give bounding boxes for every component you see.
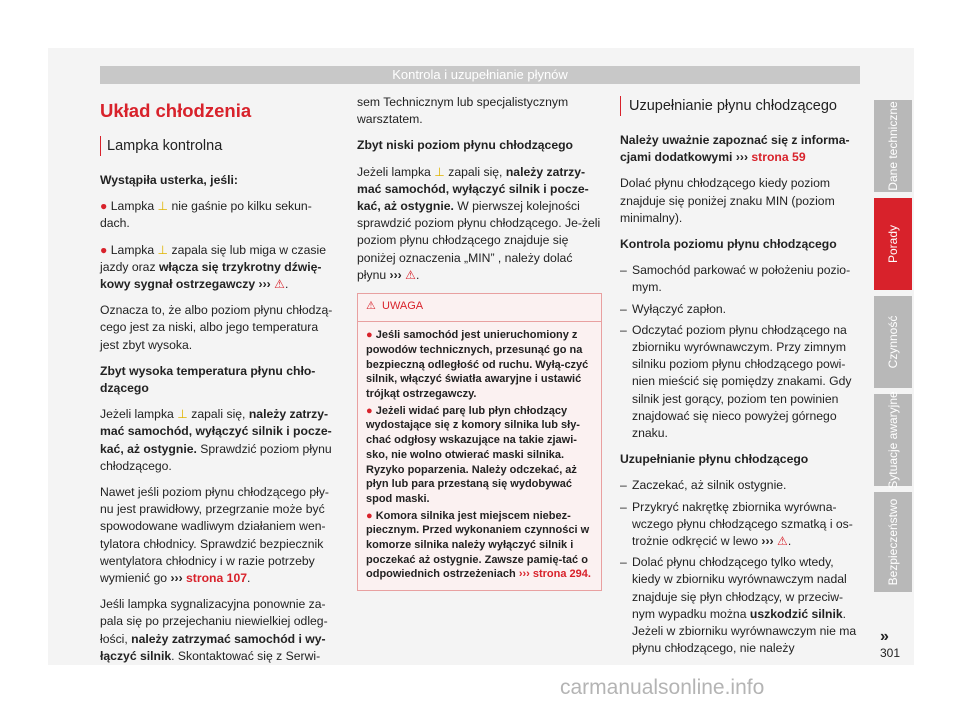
chapter-tabs — [874, 100, 912, 598]
refill-title: Uzupełnianie płynu chłodzącego — [620, 96, 860, 116]
bullet-1: ● Lampka ⊥ nie gaśnie po kilku sekun-dach. — [100, 199, 312, 231]
coolant-lamp-icon: ⊥ — [157, 199, 169, 214]
fault-intro: Wystąpiła usterka, jeśli: — [100, 173, 238, 187]
list-item: – Samochód parkować w położeniu pozio-mym. — [620, 263, 851, 295]
warning-triangle-icon: ⚠ — [405, 267, 417, 282]
bullet-dot: ● — [366, 329, 373, 342]
section-subtitle: Lampka kontrolna — [100, 136, 340, 156]
column-left — [100, 94, 340, 674]
ref-arrows: ››› — [389, 267, 402, 282]
tab-czynnosc[interactable]: Czynność — [874, 296, 912, 388]
warning-box — [357, 293, 602, 591]
page-ref-link[interactable]: strona 59 — [751, 150, 806, 165]
bullet-dot: ● — [100, 199, 108, 214]
relight-paragraph: Jeśli lampka sygnalizacyjna ponownie za-pala się po przejechaniu niewielkiej odleg-łości, należy zatrzymać samochód i wy-łączyć silnik. Skontaktować się z Serwi- — [100, 597, 328, 663]
ref-arrows: ››› — [170, 571, 183, 586]
list-item: – Odczytać poziom płynu chłodzącego na zbiorniku wyrównawczym. Przy zimnym silniku poziom płynu chłodzącego powi-nien mieścić się pomiędzy znakami. Gdy silnik jest gorący, poziom ten powinien znajdować się nieco powyżej górnego znaku. — [620, 322, 852, 441]
watermark: carmanualsonline.info — [560, 676, 765, 699]
warning-body: ● Jeśli samochód jest unieruchomiony z powodów technicznych, przesunąć go na bezpieczną odległość od ruchu. Wyłą-czyć silnik, włączyć światła awaryjne i ustawić trójkąt ostrzegawczy. ● Jeżeli widać parę lub płyn chłodzący wydostające się z komory silnika lub sły-chać odgłosy wskazujące na takie zjawi-sko, nie wolno otwierać maski silnika. Ryzyko poparzenia. Należy odczekać, aż płyn lub para przestaną się wydobywać spod maski. ● Komora silnika jest miejscem niebez-piecznym. Przed wykonaniem czynności w komorze silnika należy wyłączyć silnik i poczekać aż ostygnie. Zawsze pamię-tać o odpowiednich ostrzeżeniach ››› strona 294. — [366, 329, 591, 581]
coolant-lamp-icon: ⊥ — [157, 242, 169, 257]
page-ref-link[interactable]: strona 107 — [186, 571, 247, 586]
list-item: – Zaczekać, aż silnik ostygnie. — [620, 478, 787, 493]
low-level-heading: Zbyt niski poziom płynu chłodzącego — [357, 138, 574, 153]
refill-paragraph: Dolać płynu chłodzącego kiedy poziom znajduje się poniżej znaku MIN (poziom minimalny). — [620, 176, 835, 225]
bullet-dot: ● — [100, 242, 108, 257]
page-ref-link[interactable]: strona 294. — [532, 568, 591, 581]
page-number: 301 — [880, 646, 901, 660]
page-header: Kontrola i uzupełnianie płynów — [100, 66, 860, 84]
ref-arrows: ››› — [735, 150, 749, 165]
column-right — [620, 94, 860, 661]
list-item: – Dolać płynu chłodzącego tylko wtedy, kiedy w zbiorniku wyrównawczym nadal znajduje się płyn chłodzący, w przeciw-nym wypadku można uszkodzić silnik. Jeżeli w zbiorniku wyrównawczym nie ma płynu chłodzącego, nie należy — [620, 555, 857, 656]
coolant-lamp-icon: ⊥ — [177, 407, 188, 422]
bullet-2: ● Lampka ⊥ zapala się lub miga w czasie jazdy oraz włącza się trzykrotny dźwię-kowy sygnał ostrzegawczy ››› ⚠. — [100, 242, 326, 292]
paragraph-meaning: Oznacza to, że albo poziom płynu chłodzą-cego jest za niski, albo jego temperatura jest zbyt wysoka. — [100, 303, 333, 352]
ref-arrows: ››› — [258, 277, 271, 292]
high-temp-paragraph: Jeżeli lampka ⊥ zapali się, należy zatrzy-mać samochód, wyłączyć silnik i pocze-kać, aż ostygnie. Sprawdzić poziom płynu chłodzącego. — [100, 407, 332, 473]
fill-heading: Uzupełnianie płynu chłodzącego — [620, 452, 809, 467]
bullet-dot: ● — [366, 404, 373, 417]
warning-triangle-icon: ⚠ — [366, 300, 376, 313]
bullet-dot: ● — [366, 509, 373, 522]
warning-triangle-icon: ⚠ — [776, 534, 788, 549]
ref-arrows: ››› — [518, 568, 530, 581]
column-middle — [357, 94, 602, 591]
continued-text: sem Technicznym lub specjalistycznym warsztatem. — [357, 95, 569, 127]
tab-bezpieczenstwo[interactable]: Bezpieczeństwo — [874, 492, 912, 592]
continue-mark: » — [880, 628, 889, 645]
warning-header — [358, 294, 601, 322]
tab-porady[interactable]: Porady — [874, 198, 912, 290]
section-title: Układ chłodzenia — [100, 100, 252, 121]
high-temp-heading: Zbyt wysoka temperatura płynu chło-dzącego — [100, 363, 316, 396]
refill-intro: Należy uważnie zapoznać się z informa-cjami dodatkowymi ››› strona 59 — [620, 133, 850, 165]
ref-arrows: ››› — [761, 534, 774, 549]
warning-triangle-icon: ⚠ — [274, 277, 286, 292]
warning-title: UWAGA — [382, 300, 424, 313]
coolant-lamp-icon: ⊥ — [434, 164, 445, 179]
tab-sytuacje-awaryjne[interactable]: Sytuacje awaryjne — [874, 394, 912, 486]
list-item: – Wyłączyć zapłon. — [620, 301, 727, 316]
check-heading: Kontrola poziomu płynu chłodzącego — [620, 237, 837, 252]
tab-dane-techniczne[interactable]: Dane techniczne — [874, 100, 912, 192]
low-level-paragraph: Jeżeli lampka ⊥ zapali się, należy zatrzy-mać samochód, wyłączyć silnik i pocze-kać, aż ostygnie. W pierwszej kolejności sprawdzić poziom płynu chłodzącego. Je-żeli poziom płynu chłodzącego znajduje się poniżej oznaczenia „MIN” , należy dolać płynu ››› ⚠. — [357, 164, 601, 282]
fan-paragraph: Nawet jeśli poziom płynu chłodzącego pły-nu jest prawidłowy, przegrzanie może być spowodowane wadliwym działaniem wen-tylatora chłodnicy. Sprawdzić bezpiecznik wentylatora chłodnicy i w razie potrzeby wymienić go ››› strona 107. — [100, 485, 329, 586]
list-item: – Przykryć nakrętkę zbiornika wyrówna-wczego płynu chłodzącego szmatką i os-trożnie odkręcić w lewo ››› ⚠. — [620, 499, 853, 549]
